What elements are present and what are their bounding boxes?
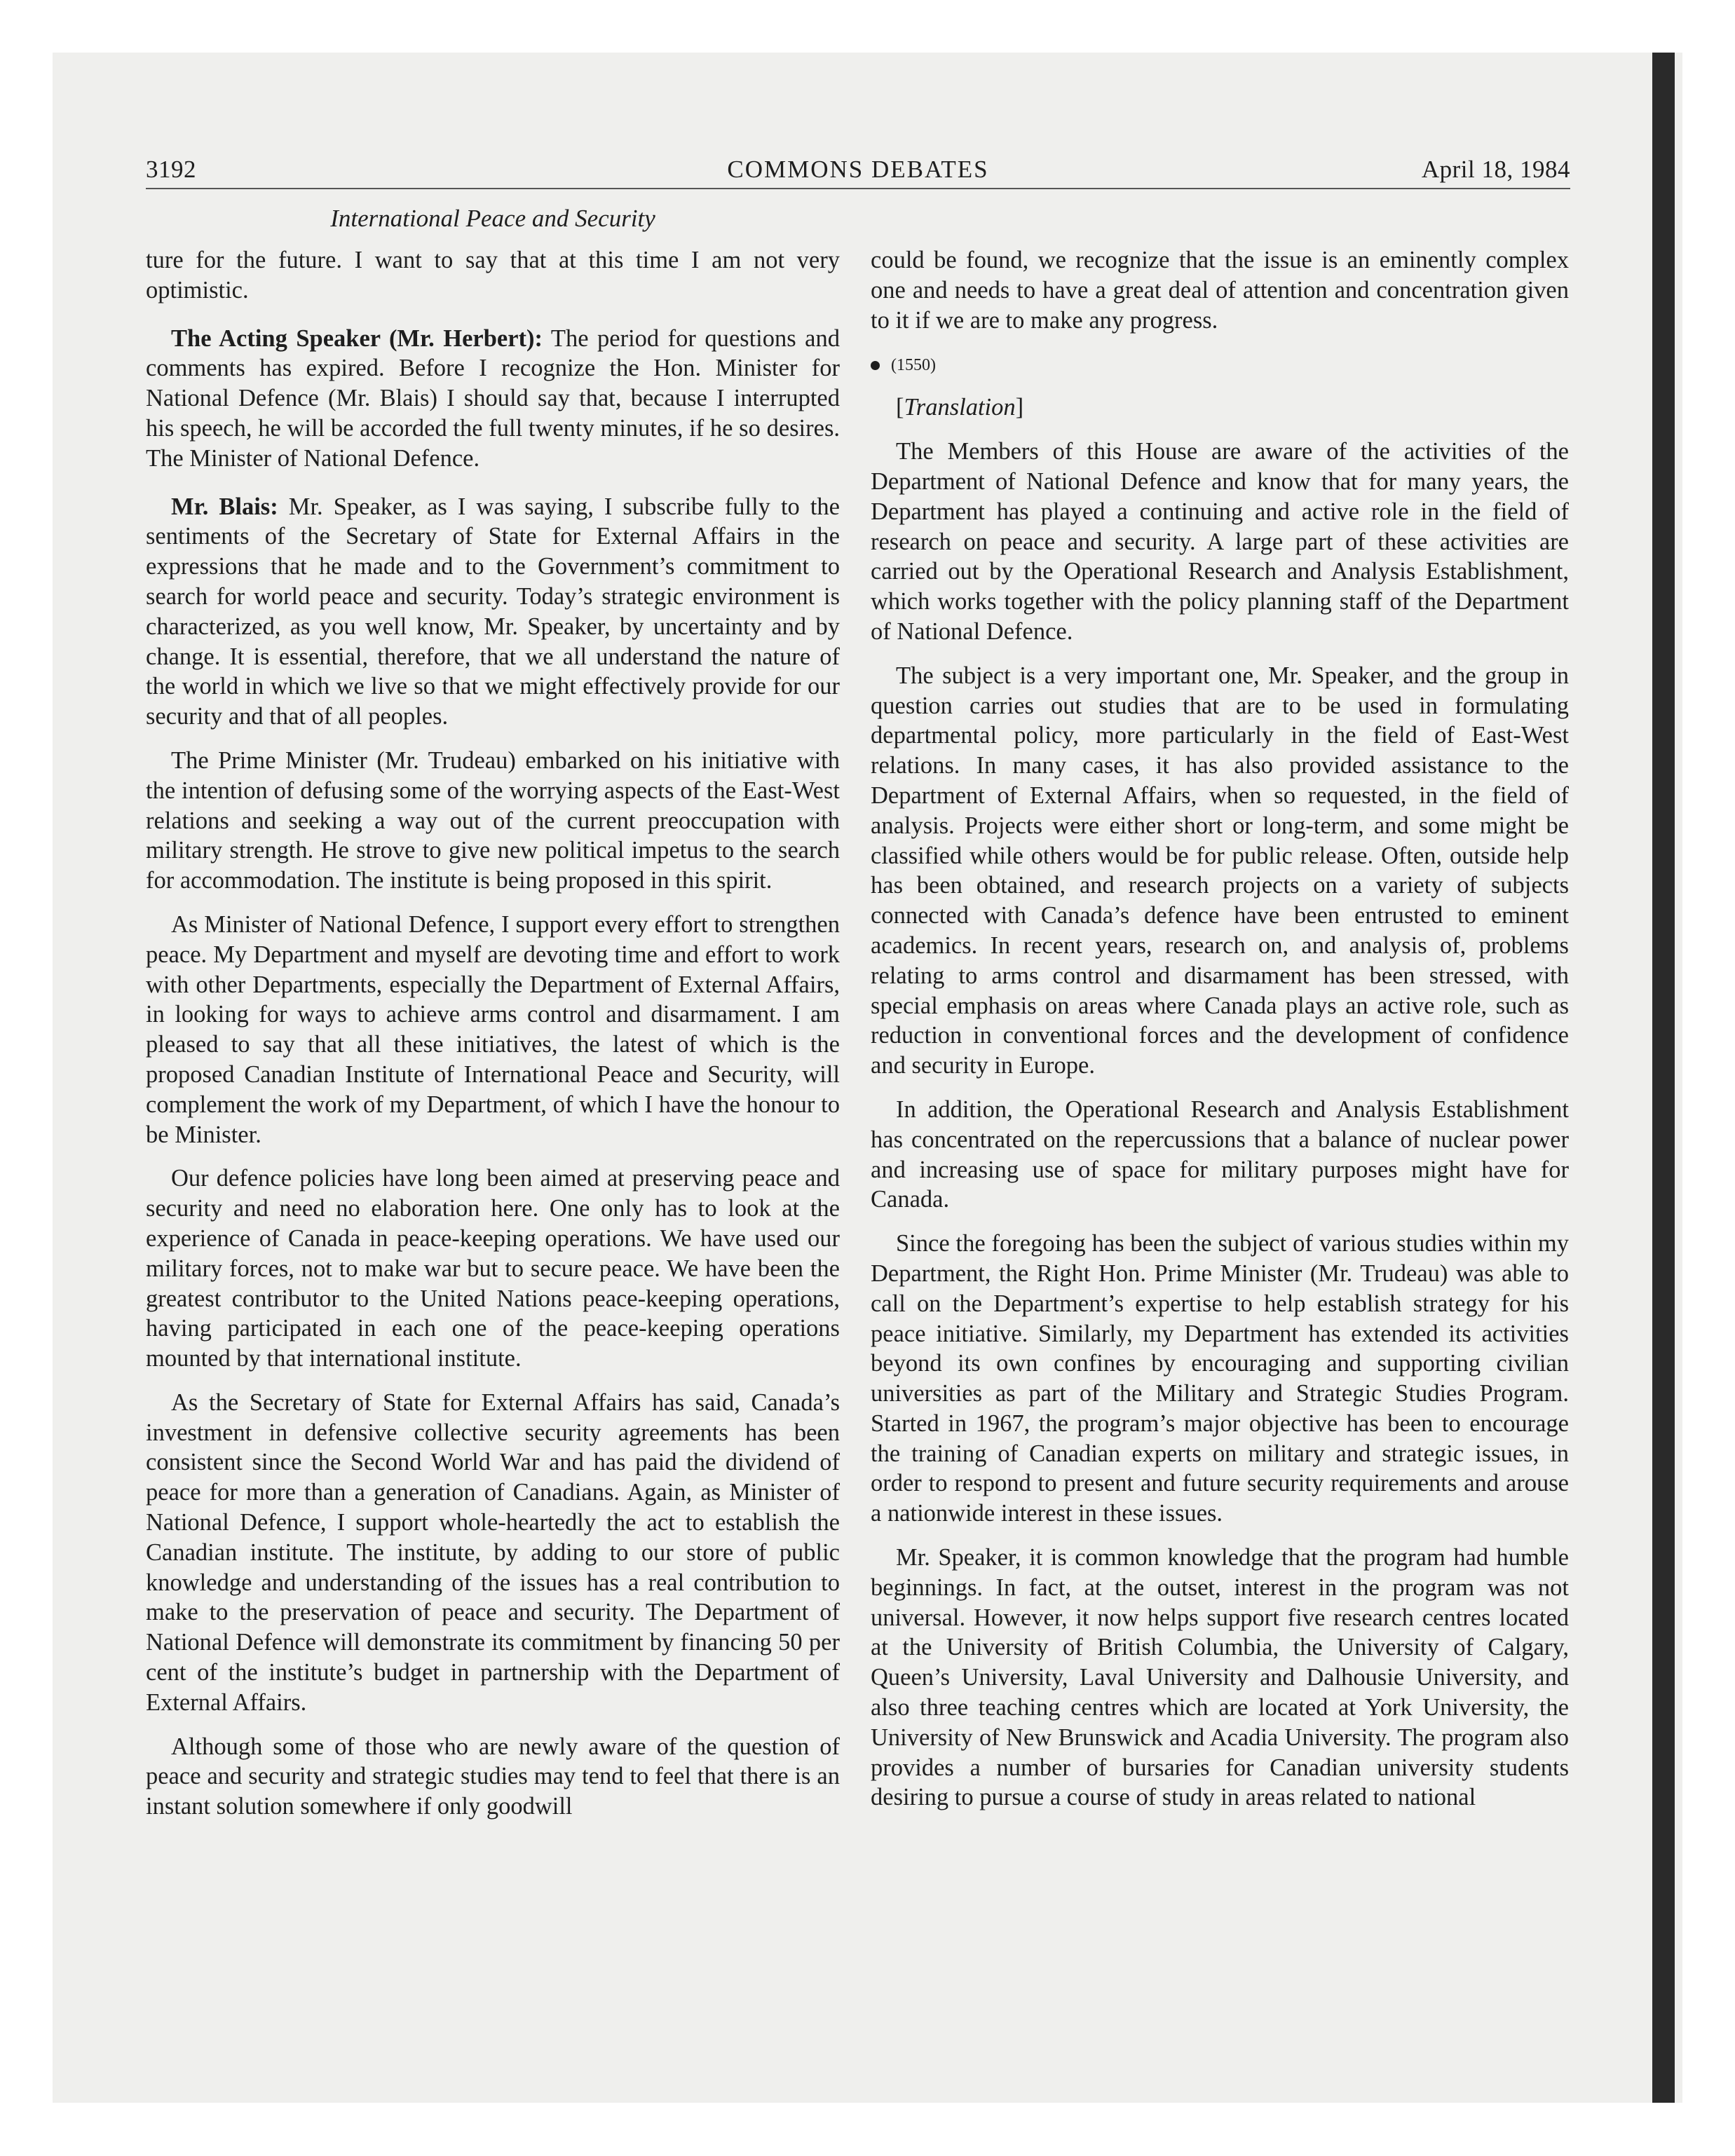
- paragraph: Mr. Speaker, it is common knowledge that the program had humble beginnings. In fact, at the outset, interest in the program was not universal. However, it now helps support five research centres located at the University of British Columbia, the University of Calgary, Queen’s University, Laval University and Dalhousie University, and also three teaching centres which are located at York University, the University of New Brunswick and Acadia University. The program also provides a number of bursaries for Canadian university students desiring to pursue a course of study in areas related to national: [871, 1544, 1569, 1811]
- right-column: [871, 245, 1569, 1827]
- translation-label: [Translation]: [896, 394, 1024, 421]
- page-number: 3192: [146, 156, 196, 183]
- header-rule: [146, 188, 1570, 189]
- paragraph: Since the foregoing has been the subject of various studies within my Department, the Right Hon. Prime Minister (Mr. Trudeau) was able to call on the Department’s expertise to help establish strategy for his peace initiative. Similarly, my Department has extended its activities beyond its own confines by encouraging and supporting civilian universities as part of the Military and Strategic Studies Program. Started in 1967, the program’s major objective has been to encourage the training of Canadian experts on military and strategic issues, in order to respond to present and future security requirements and arouse a nationwide interest in these issues.: [871, 1230, 1569, 1527]
- paragraph: could be found, we recognize that the issue is an eminently complex one and needs to have a great deal of attention and concentration given to it if we are to make any progress.: [871, 247, 1569, 334]
- timestamp: (1550): [891, 356, 936, 375]
- publication-name: COMMONS DEBATES: [727, 156, 989, 183]
- paragraph: The Prime Minister (Mr. Trudeau) embarked on his initiative with the intention of defusing some of the worrying aspects of the East-West relations and seeking a way out of the current preoccupation with military strength. He strove to give new political impetus to the search for accommodation. The institute is being proposed in this spirit.: [146, 746, 840, 894]
- speaker-name: Mr. Blais:: [171, 493, 278, 520]
- translation-text: Translation: [904, 394, 1016, 421]
- sitting-date: April 18, 1984: [1421, 156, 1570, 183]
- paragraph: In addition, the Operational Research and Analysis Establishment has concentrated on the repercussions that a balance of nuclear power and increasing use of space for military purposes might have for Canada.: [871, 1096, 1569, 1213]
- paragraph: Although some of those who are newly aware of the question of peace and security and strategic studies may tend to feel that there is an instant solution somewhere if only goodwill: [146, 1733, 840, 1820]
- section-title: International Peace and Security: [330, 205, 655, 232]
- paragraph: Our defence policies have long been aimed at preserving peace and security and need no elaboration here. One only has to look at the experience of Canada in peace-keeping operations. We have used our military forces, not to make war but to secure peace. We have been the greatest contributor to the United Nations peace-keeping operations, having participated in each one of the peace-keeping operations mounted by that international institute.: [146, 1165, 840, 1372]
- paragraph: The subject is a very important one, Mr. Speaker, and the group in question carries out studies that are to be used in formulating departmental policy, more particularly in the field of East-West relations. In many cases, it has also provided assistance to the Department of External Affairs, when so requested, in the field of analysis. Projects were either short or long-term, and some might be classified while others would be for public release. Often, outside help has been obtained, and research projects on a variety of subjects connected with Canada’s defence have been entrusted to eminent academics. In recent years, research on, and analysis of, problems relating to arms control and disarmament has been stressed, with special emphasis on areas where Canada plays an active role, such as reduction in conventional forces and the development of confidence and security in Europe.: [871, 662, 1569, 1079]
- speech-text: Mr. Speaker, as I was saying, I subscribe fully to the sentiments of the Secretary of State for External Affairs in the expressions that he made and to the Government’s commitment to search for world peace and security. Today’s strategic environment is characterized, as you well know, Mr. Speaker, by uncertainty and by change. It is essential, therefore, that we all understand the nature of the world in which we live so that we might effectively provide for our security and that of all peoples.: [146, 493, 840, 730]
- speech-paragraph: [146, 324, 840, 474]
- speech-paragraph: [146, 492, 840, 732]
- speech-text: The period for questions and comments has expired. Before I recognize the Hon. Minister for National Defence (Mr. Blais) I should say that, because I interrupted his speech, he will be accorded the full twenty minutes, if he so desires. The Minister of National Defence.: [146, 325, 840, 472]
- running-header: [146, 156, 1570, 188]
- paragraph: As Minister of National Defence, I support every effort to strengthen peace. My Department and myself are devoting time and effort to work with other Departments, especially the Department of External Affairs, in looking for ways to achieve arms control and disarmament. I am pleased to say that all these initiatives, the latest of which is the proposed Canadian Institute of International Peace and Security, will complement the work of my Department, of which I have the honour to be Minister.: [146, 910, 840, 1148]
- paragraph: The Members of this House are aware of the activities of the Department of National Defence and know that for many years, the Department has played a continuing and active role in the field of research on peace and security. A large part of these activities are carried out by the Operational Research and Analysis Establishment, which works together with the policy planning staff of the Department of National Defence.: [871, 438, 1569, 645]
- paragraph: ture for the future. I want to say that at this time I am not very optimistic.: [146, 247, 840, 303]
- timestamp-marker: [871, 355, 1569, 376]
- paragraph: As the Secretary of State for External Affairs has said, Canada’s investment in defensive collective security agreements has been consistent since the Second World War and has paid the dividend of peace for more than a generation of Canadians. Again, as Minister of National Defence, I support whole-heartedly the act to establish the Canadian institute. The institute, by adding to our store of public knowledge and understanding of the issues has a real contribution to make to the preservation of peace and security. The Department of National Defence will demonstrate its commitment by financing 50 per cent of the institute’s budget in partnership with the Department of External Affairs.: [146, 1389, 840, 1716]
- left-column: [146, 245, 840, 1836]
- speaker-name: The Acting Speaker (Mr. Herbert):: [171, 325, 543, 352]
- bullet-icon: [871, 361, 880, 370]
